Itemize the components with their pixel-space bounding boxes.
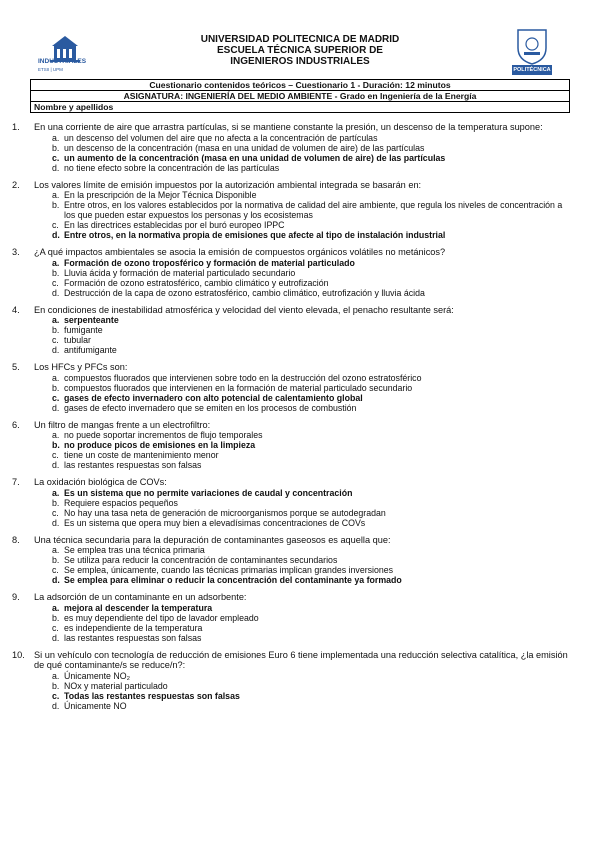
question: [0, 122, 599, 173]
question: [0, 650, 599, 711]
answer-option: [0, 163, 599, 173]
question: [0, 477, 599, 528]
option-text: no tiene efecto sobre la concentración de las partículas: [64, 162, 280, 173]
answer-option: [0, 200, 599, 220]
option-text: Formación de ozono estratosférico, cambio climático y eutrofización: [64, 277, 329, 288]
option-letter: d.: [52, 402, 60, 413]
option-text: Lluvia ácida y formación de material particulado secundario: [64, 267, 296, 278]
answer-option: [0, 325, 599, 335]
question-text: En una corriente de aire que arrastra partículas, si se mantiene constante la presión, un descenso de la temperatura supone:: [34, 122, 543, 132]
option-text: Entre otros, en la normativa propia de emisiones que afecte al tipo de instalación industrial: [64, 230, 446, 240]
option-letter: b.: [52, 440, 60, 450]
question-text: La adsorción de un contaminante en un adsorbente:: [34, 592, 247, 602]
name-field-label: Nombre y apellidos: [34, 102, 114, 112]
option-letter: a.: [52, 430, 60, 440]
answer-option: [0, 220, 599, 230]
question: [0, 305, 599, 356]
answer-option: [0, 190, 599, 200]
option-text: Se emplea tras una técnica primaria: [64, 545, 205, 555]
answer-options: [0, 603, 599, 643]
answer-option: [0, 701, 599, 711]
option-letter: c.: [52, 220, 59, 230]
question-number: 8.: [12, 534, 20, 545]
option-text: gases de efecto invernadero con alto potencial de calentamiento global: [64, 392, 363, 403]
upm-logo-text: POLITÉCNICA: [513, 67, 551, 73]
option-letter: d.: [52, 575, 60, 585]
option-letter: d.: [52, 162, 60, 173]
answer-options: [0, 545, 599, 585]
answer-option: [0, 403, 599, 413]
quiz-info: Cuestionario contenidos teóricos – Cuestionario 1 - Duración: 12 minutos: [31, 80, 569, 91]
university-name: UNIVERSIDAD POLITECNICA DE MADRID: [200, 34, 400, 45]
answer-option: [0, 633, 599, 643]
option-letter: d.: [52, 287, 60, 298]
answer-option: [0, 373, 599, 383]
option-text: fumigante: [64, 325, 103, 335]
answer-option-correct: [0, 315, 599, 325]
school-name: ESCUELA TÉCNICA SUPERIOR DE: [217, 45, 383, 56]
answer-option: [0, 545, 599, 555]
question: [0, 420, 599, 471]
question-number: 2.: [12, 179, 20, 190]
option-text: un aumento de la concentración (masa en una unidad de volumen de aire) de las partículas: [64, 152, 446, 163]
answer-option: [0, 623, 599, 633]
question-stem: [0, 477, 599, 488]
answer-option: [0, 518, 599, 528]
option-letter: d.: [52, 230, 60, 240]
option-letter: a.: [52, 545, 60, 555]
question-stem: [0, 650, 599, 671]
option-text: un descenso de la concentración (masa en una unidad de volumen de aire) de las partículas: [64, 142, 425, 153]
option-text: Se emplea para eliminar o reducir la concentración del contaminante ya formado: [64, 575, 402, 585]
option-letter: b.: [52, 267, 60, 278]
exam-info-box: [30, 79, 570, 113]
answer-option: [0, 278, 599, 288]
question-number: 4.: [12, 304, 20, 315]
question-stem: [0, 535, 599, 546]
question-number: 1.: [12, 122, 20, 132]
option-text: Destrucción de la capa de ozono estratosférico, cambio climático, eutrofización y lluvia ácida: [64, 287, 425, 298]
question: [0, 592, 599, 643]
question-stem: [0, 122, 599, 133]
option-text: no puede soportar incrementos de flujo temporales: [64, 430, 263, 440]
answer-option: [0, 565, 599, 575]
option-letter: c.: [52, 335, 59, 345]
answer-option: [0, 288, 599, 298]
option-letter: b.: [52, 200, 60, 210]
answer-options: [0, 133, 599, 173]
answer-option: [0, 268, 599, 278]
option-letter: b.: [52, 325, 60, 335]
option-letter: a.: [52, 602, 60, 613]
option-letter: c.: [52, 277, 59, 288]
option-text: Es un sistema que no permite variaciones de caudal y concentración: [64, 487, 353, 498]
answer-option-correct: [0, 153, 599, 163]
option-text: las restantes respuestas son falsas: [64, 632, 202, 643]
answer-option: [0, 613, 599, 623]
question-number: 5.: [12, 362, 20, 372]
option-text: NOx y material particulado: [64, 680, 168, 691]
question-number: 9.: [12, 592, 20, 602]
option-text: tubular: [64, 335, 91, 345]
option-text: Requiere espacios pequeños: [64, 497, 178, 508]
question-text: Un filtro de mangas frente a un electrofiltro:: [34, 419, 211, 430]
question-text: ¿A qué impactos ambientales se asocia la emisión de compuestos orgánicos volátiles no metánicos?: [34, 247, 446, 257]
question: [0, 362, 599, 413]
option-text: En la prescripción de la Mejor Técnica Disponible: [64, 190, 257, 200]
answer-option-correct: [0, 575, 599, 585]
etsii-logo-text: INDUSTRIALES: [38, 58, 87, 65]
answer-options: [0, 315, 599, 355]
answer-options: [0, 373, 599, 413]
option-letter: c.: [52, 507, 59, 518]
question-text: Los HFCs y PFCs son:: [34, 362, 128, 372]
option-letter: c.: [52, 622, 59, 633]
answer-options: [0, 671, 599, 711]
etsii-logo-subtext: ETSII | UPM: [38, 67, 63, 72]
question-stem: [0, 180, 599, 191]
option-text: Únicamente NO: [64, 700, 127, 711]
question-list: [0, 122, 599, 718]
option-letter: d.: [52, 632, 60, 643]
answer-option: [0, 460, 599, 470]
answer-options: [0, 488, 599, 528]
option-text: Es un sistema que opera muy bien a elevadísimas concentraciones de COVs: [64, 517, 366, 528]
option-text: En las directrices establecidas por el buró europeo IPPC: [64, 220, 285, 230]
answer-option: [0, 508, 599, 518]
answer-options: [0, 430, 599, 470]
option-letter: d.: [52, 460, 60, 470]
question: [0, 180, 599, 241]
option-text: Se emplea, únicamente, cuando las técnicas primarias implican grandes inversiones: [64, 565, 394, 575]
question-number: 6.: [12, 419, 20, 430]
school-name-2: INGENIEROS INDUSTRIALES: [230, 56, 370, 67]
answer-option: [0, 143, 599, 153]
answer-option-correct: [0, 440, 599, 450]
question-text: Los valores límite de emisión impuestos por la autorización ambiental integrada se basarán en:: [34, 179, 422, 190]
option-letter: a.: [52, 190, 60, 200]
option-text: gases de efecto invernadero que se emiten en los procesos de combustión: [64, 402, 357, 413]
question-number: 7.: [12, 477, 20, 487]
answer-option-correct: [0, 258, 599, 268]
option-text: es independiente de la temperatura: [64, 622, 203, 633]
option-text: Entre otros, en los valores establecidos por la normativa de calidad del aire ambiente, que regula los niveles de concentración a los que pueden estar expuestos los personas y los ecosistemas: [64, 200, 563, 220]
option-letter: a.: [52, 315, 60, 325]
answer-option-correct: [0, 488, 599, 498]
option-letter: b.: [52, 680, 60, 691]
answer-options: [0, 258, 599, 298]
subject-info: ASIGNATURA: INGENIERÍA DEL MEDIO AMBIENTE - Grado en Ingeniería de la Energía: [31, 91, 569, 102]
option-letter: d.: [52, 345, 60, 355]
option-text: es muy dependiente del tipo de lavador empleado: [64, 612, 259, 623]
option-text: tiene un coste de mantenimiento menor: [64, 450, 219, 460]
option-text: serpenteante: [64, 315, 119, 325]
option-letter: b.: [52, 142, 60, 153]
answer-option: [0, 450, 599, 460]
question-stem: [0, 247, 599, 258]
option-letter: c.: [52, 565, 59, 575]
option-text: Únicamente NO₂: [64, 670, 130, 681]
option-text: No hay una tasa neta de generación de microorganismos porque se autodegradan: [64, 507, 386, 518]
option-text: Se utiliza para reducir la concentración de contaminantes secundarios: [64, 555, 338, 565]
option-letter: a.: [52, 372, 60, 383]
answer-option: [0, 133, 599, 143]
answer-option: [0, 498, 599, 508]
answer-option: [0, 335, 599, 345]
question: [0, 247, 599, 298]
option-letter: c.: [52, 392, 60, 403]
option-letter: a.: [52, 257, 60, 268]
answer-option-correct: [0, 603, 599, 613]
option-letter: a.: [52, 670, 60, 681]
option-text: no produce picos de emisiones en la limpieza: [64, 440, 256, 450]
question-number: 10.: [12, 649, 25, 660]
question-text: Si un vehículo con tecnología de reducción de emisiones Euro 6 tiene implementada una reducción selectiva catalítica, ¿la emisión de qué contaminante/s se reduce/n?:: [34, 649, 568, 670]
option-text: compuestos fluorados que intervienen sobre todo en la destrucción del ozono estratosférico: [64, 372, 422, 383]
option-letter: c.: [52, 450, 59, 460]
option-text: un descenso del volumen del aire que no afecta a la concentración de partículas: [64, 132, 378, 143]
answer-option-correct: [0, 230, 599, 240]
answer-option-correct: [0, 691, 599, 701]
option-text: Formación de ozono troposférico y formación de material particulado: [64, 257, 355, 268]
option-letter: b.: [52, 497, 60, 508]
option-letter: d.: [52, 517, 60, 528]
answer-options: [0, 190, 599, 240]
option-text: Todas las restantes respuestas son falsas: [64, 690, 240, 701]
answer-option: [0, 671, 599, 681]
option-letter: a.: [52, 132, 60, 143]
answer-option: [0, 430, 599, 440]
option-text: antifumigante: [64, 345, 117, 355]
option-letter: b.: [52, 612, 60, 623]
question-text: Una técnica secundaria para la depuración de contaminantes gaseosos es aquella que:: [34, 534, 391, 545]
option-text: las restantes respuestas son falsas: [64, 460, 202, 470]
option-letter: c.: [52, 152, 60, 163]
question-text: En condiciones de inestabilidad atmosférica y velocidad del viento elevada, el penacho resultante será:: [34, 304, 454, 315]
answer-option: [0, 681, 599, 691]
header: [0, 26, 599, 76]
option-letter: b.: [52, 382, 60, 393]
option-letter: c.: [52, 690, 60, 701]
option-letter: a.: [52, 487, 60, 498]
option-letter: d.: [52, 700, 60, 711]
question-stem: [0, 592, 599, 603]
upm-logo: [512, 28, 552, 76]
answer-option-correct: [0, 393, 599, 403]
answer-option: [0, 555, 599, 565]
etsii-logo: [38, 34, 100, 76]
option-letter: b.: [52, 555, 60, 565]
answer-option: [0, 383, 599, 393]
question-stem: [0, 362, 599, 373]
question: [0, 535, 599, 586]
question-stem: [0, 420, 599, 431]
option-text: compuestos fluorados que intervienen en la formación de material particulado secundario: [64, 382, 413, 393]
option-text: mejora al descender la temperatura: [64, 602, 213, 613]
question-number: 3.: [12, 247, 20, 257]
question-stem: [0, 305, 599, 316]
question-text: La oxidación biológica de COVs:: [34, 477, 167, 487]
answer-option: [0, 345, 599, 355]
